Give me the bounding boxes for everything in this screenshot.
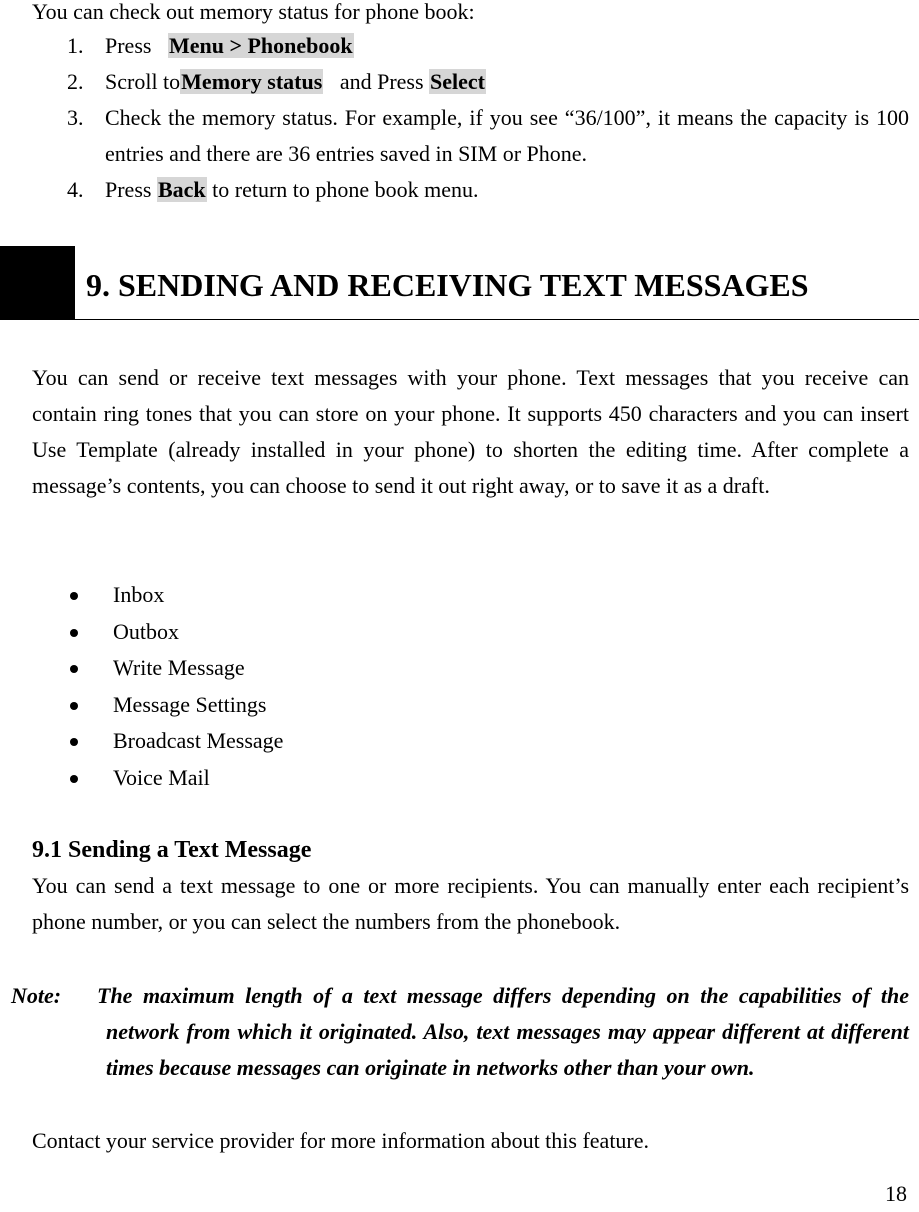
message-menu-list: [66, 577, 283, 797]
list-item: Broadcast Message: [66, 723, 283, 760]
step-text: Scroll to: [105, 69, 181, 94]
step-text: Press: [105, 33, 152, 58]
note-text: The maximum length of a text message differs depending on the capabilities of the network from which it originated. Also, text messages may appear different at different times because messages can originate in networks other than your own.: [97, 983, 909, 1080]
step-text: and Press: [339, 69, 424, 94]
intro-paragraph: You can send or receive text messages with your phone. Text messages that you receive can contain ring tones that you can store on your phone. It supports 450 characters and you can insert Use Template (already installed in your phone) to shorten the editing time. After complete a message’s contents, you can choose to send it out right away, or to save it as a draft.: [32, 365, 909, 498]
list-item: Write Message: [66, 650, 283, 687]
bullet-icon: [70, 775, 78, 783]
bullet-icon: [70, 629, 78, 637]
bullet-icon: [70, 702, 78, 710]
step-number: 4.: [67, 177, 84, 202]
intro-text: You can check out memory status for phone book:: [32, 0, 475, 24]
page-number: 18: [885, 1181, 907, 1206]
step-4: [67, 172, 909, 208]
contact-text: Contact your service provider for more information about this feature.: [32, 1128, 650, 1153]
subsection-paragraph: You can send a text message to one or more recipients. You can manually enter each recipient’s phone number, or you can select the numbers from the phonebook.: [32, 873, 909, 934]
memory-status-steps: [67, 28, 909, 208]
step-1: [67, 28, 909, 64]
step-number: 3.: [67, 105, 84, 130]
select-key: Select: [430, 69, 485, 94]
bullet-icon: [70, 592, 78, 600]
step-number: 2.: [67, 69, 84, 94]
section-divider: [75, 319, 919, 320]
step-text: Press: [105, 177, 152, 202]
bullet-icon: [70, 665, 78, 673]
step-number: 1.: [67, 33, 84, 58]
section-title: 9. SENDING AND RECEIVING TEXT MESSAGES: [86, 267, 809, 303]
menu-phonebook-key: Menu > Phonebook: [168, 33, 353, 58]
section-marker-bar: [0, 246, 75, 320]
back-key: Back: [157, 177, 206, 202]
step-text: to return to phone book menu.: [212, 177, 479, 202]
list-item: Message Settings: [66, 687, 283, 724]
step-2: [67, 64, 909, 100]
bullet-icon: [70, 738, 78, 746]
step-text: Check the memory status. For example, if you see “36/100”, it means the capacity is 100 entries and there are 36 entries saved in SIM or Phone.: [105, 105, 909, 166]
list-item: Outbox: [66, 614, 283, 651]
note-label: Note:: [11, 983, 62, 1008]
memory-status-key: Memory status: [181, 69, 323, 94]
subsection-title: 9.1 Sending a Text Message: [32, 837, 312, 863]
list-item: Voice Mail: [66, 760, 283, 797]
list-item: Inbox: [66, 577, 283, 614]
step-3: [67, 100, 909, 172]
